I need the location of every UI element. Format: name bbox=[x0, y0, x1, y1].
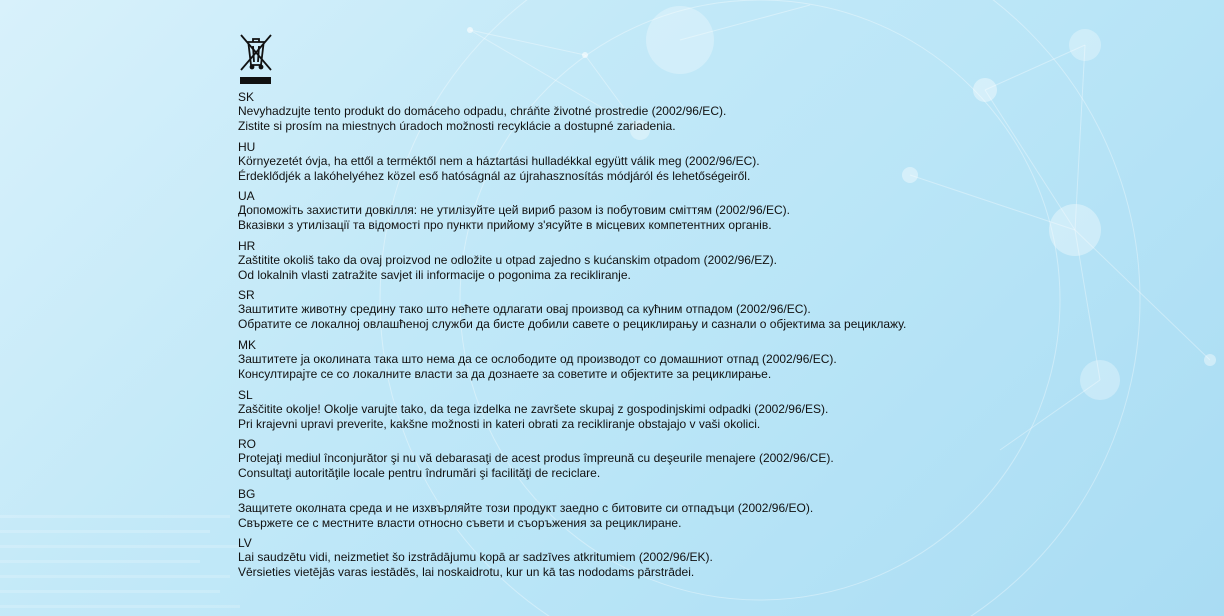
notice-line: Заштитете ја околината така што нема да се ослободите од производот со домашниот отпад (2002/96/EC). bbox=[238, 351, 837, 366]
language-section-mk bbox=[238, 338, 998, 388]
language-code: UA bbox=[238, 189, 255, 204]
notice-line: Zistite si prosím na miestnych úradoch možnosti recyklácie a dostupné zariadenia. bbox=[238, 119, 676, 133]
language-code: LV bbox=[238, 536, 252, 551]
notice-line: Допоможіть захистити довкілля: не утилізуйте цей вириб разом із побутовим сміттям (2002/96/EC). bbox=[238, 203, 790, 218]
language-section-ro bbox=[238, 437, 998, 487]
weee-crossed-bin-icon bbox=[238, 32, 274, 88]
language-code: BG bbox=[238, 486, 256, 501]
recycling-notice bbox=[238, 32, 998, 586]
notice-line: Érdeklődjék a lakóhelyéhez közel eső hatóságnál az újrahasznosítás módjáról és lehetőségeiről. bbox=[238, 168, 751, 183]
notice-line: Консултирајте се со локалните власти за да дознаете за советите и објектите за рециклирање. bbox=[238, 366, 772, 381]
notice-line: Od lokalnih vlasti zatražite savjet ili informacije o pogonima za recikliranje. bbox=[238, 267, 631, 282]
language-code: MK bbox=[238, 337, 256, 352]
language-section-sk bbox=[238, 90, 998, 140]
notice-line: Környezetét óvja, ha ettől a terméktől nem a háztartási hulladékkal együtt válik meg (2002/96/EC). bbox=[238, 153, 760, 168]
notice-line: Zaščitite okolje! Okolje varujte tako, da tega izdelka ne završete skupaj z gospodinjskimi odpadki (2002/96/ES). bbox=[238, 401, 829, 416]
notice-line: Vērsieties vietējās varas iestādēs, lai noskaidrotu, kur un kā tas nododams pārstrādei. bbox=[238, 565, 695, 580]
notice-line: Nevyhadzujte tento produkt do domáceho odpadu, chráňte životné prostredie (2002/96/EC). bbox=[238, 104, 727, 118]
language-section-sl bbox=[238, 388, 998, 438]
language-section-lv bbox=[238, 536, 998, 586]
language-code: HR bbox=[238, 238, 256, 253]
language-section-bg bbox=[238, 487, 998, 537]
language-code: SL bbox=[238, 387, 253, 402]
notice-line: Zaštitite okoliš tako da ovaj proizvod ne odložite u otpad zajedno s kućanskim otpadom (2002/96/EZ). bbox=[238, 252, 777, 267]
notice-line: Защитете околната среда и не изхвърляйте този продукт заедно с битовите си отпадъци (2002/96/ЕО). bbox=[238, 500, 814, 515]
notice-line: Обратите се локалној овлашћеној служби да бисте добили савете о рециклирању и сазнали о објектима за рециклажу. bbox=[238, 317, 907, 332]
notice-line: Pri krajevni upravi preverite, kakšne možnosti in kateri obrati za recikliranje obstajajo v vaši okolici. bbox=[238, 416, 761, 431]
language-section-sr bbox=[238, 288, 998, 338]
language-code: SR bbox=[238, 288, 255, 303]
notice-line: Заштитите животну средину тако што нећете одлагати овај производ са кућним отпадом (2002/96/EC). bbox=[238, 302, 811, 317]
language-section-hr bbox=[238, 239, 998, 289]
notice-line: Свържете се с местните власти относно съвети и съоръжения за рециклиране. bbox=[238, 515, 682, 530]
notice-line: Protejaţi mediul înconjurător şi nu vă debarasaţi de acest produs împreună cu deşeurile menajere (2002/96/CE). bbox=[238, 451, 834, 466]
language-code: HU bbox=[238, 139, 256, 154]
notice-line: Consultaţi autorităţile locale pentru îndrumări şi facilităţi de reciclare. bbox=[238, 466, 601, 481]
language-sections bbox=[238, 90, 998, 586]
language-code: RO bbox=[238, 437, 256, 452]
notice-line: Lai saudzētu vidi, neizmetiet šo izstrādājumu kopā ar sadzīves atkritumiem (2002/96/EK). bbox=[238, 550, 713, 565]
language-code: SK bbox=[238, 90, 255, 104]
language-section-hu bbox=[238, 140, 998, 190]
language-section-ua bbox=[238, 189, 998, 239]
notice-line: Вказівки з утилізації та відомості про пункти прийому з'ясуйте в місцевих компетентних органів. bbox=[238, 218, 772, 233]
